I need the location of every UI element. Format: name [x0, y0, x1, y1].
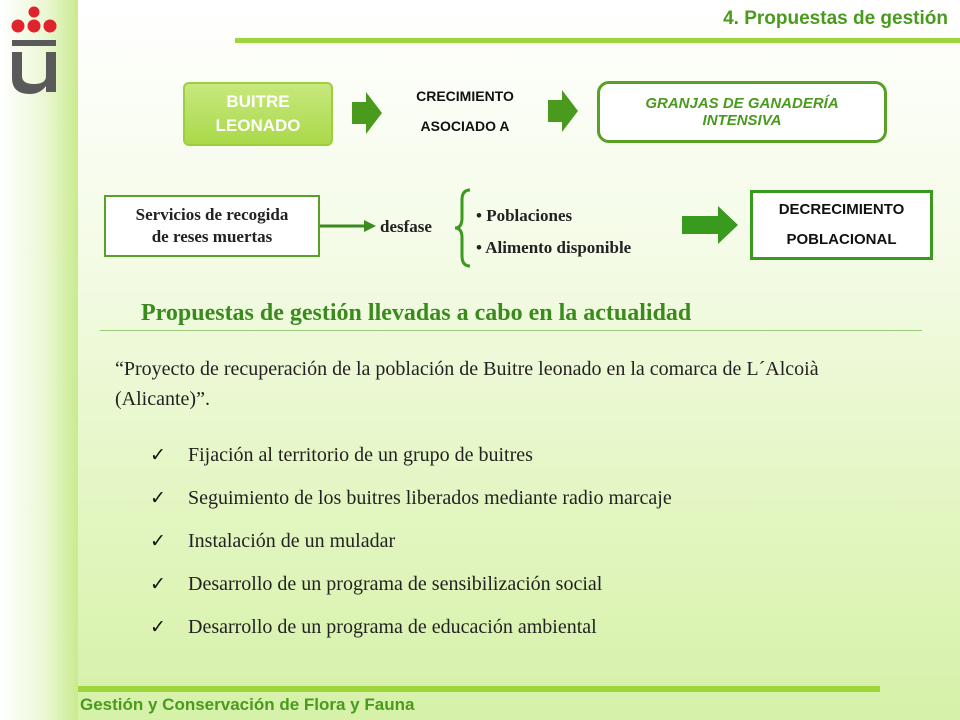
checklist-item: [150, 563, 672, 606]
granjas-box: [597, 81, 887, 143]
desfase-label: desfase: [380, 217, 432, 236]
servicios-line-1: Servicios de recogida: [135, 205, 289, 224]
checklist-item-text: Fijación al territorio de un grupo de buitres: [188, 444, 533, 466]
header-divider: [235, 38, 960, 43]
page-title: 4. Propuestas de gestión: [723, 8, 948, 29]
buitre-line-2: LEONADO: [215, 116, 301, 135]
decrecimiento-box: [750, 190, 933, 260]
checklist-item: [150, 606, 672, 649]
section-underline: [100, 330, 922, 331]
university-logo: [6, 4, 62, 96]
thick-right-arrow-icon: [682, 204, 738, 246]
servicios-box: [104, 195, 320, 257]
checkmark-icon: ✓: [150, 531, 166, 552]
checklist-item-text: Seguimiento de los buitres liberados mediante radio marcaje: [188, 487, 672, 509]
brace-item-poblaciones: • Poblaciones: [476, 206, 573, 225]
thin-arrow-icon: [320, 219, 376, 233]
brace-list: [476, 200, 631, 264]
crecimiento-line-2: ASOCIADO A: [420, 118, 510, 134]
decrecimiento-line-2: POBLACIONAL: [786, 231, 897, 248]
checklist-item-text: Instalación de un muladar: [188, 530, 396, 552]
checklist: [150, 434, 672, 649]
right-arrow-icon: [548, 90, 578, 132]
servicios-line-2: de reses muertas: [151, 227, 273, 246]
footer-divider: [78, 686, 880, 692]
granjas-line-2: INTENSIVA: [702, 112, 782, 129]
checkmark-icon: ✓: [150, 445, 166, 466]
crecimiento-line-1: CRECIMIENTO: [416, 88, 514, 104]
checklist-item-text: Desarrollo de un programa de sensibilización social: [188, 573, 603, 595]
buitre-line-1: BUITRE: [226, 92, 290, 111]
brace-icon: [452, 188, 474, 268]
checkmark-icon: ✓: [150, 488, 166, 509]
granjas-line-1: GRANJAS DE GANADERÍA: [645, 95, 839, 112]
checkmark-icon: ✓: [150, 574, 166, 595]
checklist-item: [150, 434, 672, 477]
decrecimiento-line-1: DECRECIMIENTO: [778, 201, 905, 218]
checklist-item-text: Desarrollo de un programa de educación ambiental: [188, 616, 597, 638]
footer-title: Gestión y Conservación de Flora y Fauna: [80, 695, 415, 714]
brace-item-alimento: • Alimento disponible: [476, 238, 632, 257]
sidebar-gradient: [0, 0, 78, 720]
checklist-item: [150, 477, 672, 520]
checkmark-icon: ✓: [150, 617, 166, 638]
crecimiento-text: [370, 84, 560, 144]
checklist-item: [150, 520, 672, 563]
buitre-leonado-box: [183, 82, 333, 146]
section-heading: Propuestas de gestión llevadas a cabo en la actualidad: [141, 300, 692, 326]
project-quote: “Proyecto de recuperación de la población de Buitre leonado en la comarca de L´Alcoià (Alicante)”.: [115, 358, 819, 410]
